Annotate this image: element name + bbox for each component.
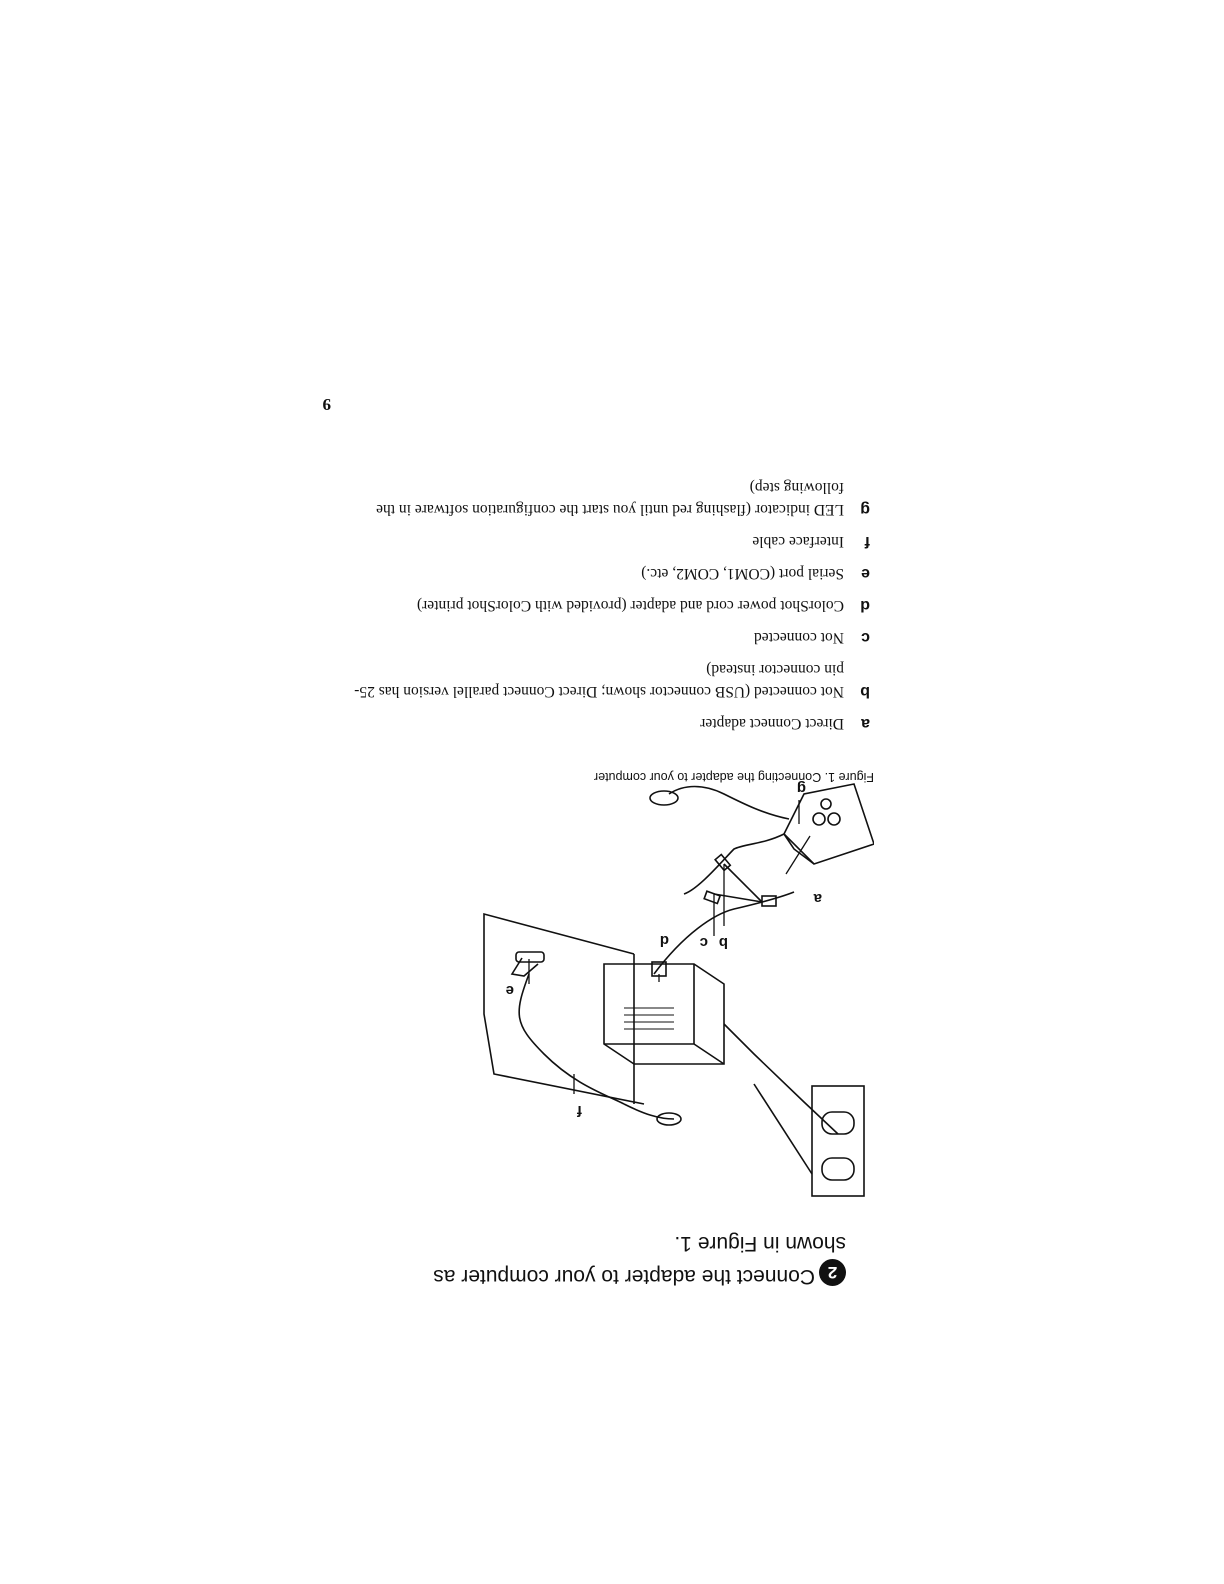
figure-label-d: d xyxy=(659,932,669,949)
legend-text: Direct Connect adapter xyxy=(700,715,844,732)
step-number-badge: 2 xyxy=(819,1259,846,1286)
legend-item xyxy=(354,530,874,552)
legend-text: LED indicator (flashing red until you start the configuration software in the following step) xyxy=(376,479,844,518)
step-instruction xyxy=(376,1228,846,1292)
legend-item xyxy=(354,626,874,648)
step-text-line1: Connect the adapter to your computer as xyxy=(433,1265,815,1288)
figure-label-g: g xyxy=(796,780,806,797)
legend-key: a xyxy=(861,715,870,732)
legend-text: Interface cable xyxy=(752,533,844,550)
legend-key: f xyxy=(864,533,870,550)
figure-legend xyxy=(354,466,874,734)
figure-label-c: c xyxy=(699,934,708,951)
figure-label-e: e xyxy=(505,982,514,999)
figure-label-b: b xyxy=(718,934,728,951)
legend-key: b xyxy=(860,683,870,700)
legend-key: c xyxy=(861,629,870,646)
legend-item xyxy=(354,476,874,520)
figure-caption: Figure 1. Connecting the adapter to your computer xyxy=(593,770,874,784)
page-number: 9 xyxy=(322,395,331,414)
figure-label-a: a xyxy=(813,890,822,907)
legend-item xyxy=(354,594,874,616)
figure-label-f: f xyxy=(577,1102,582,1119)
legend-item xyxy=(354,658,874,702)
legend-key: d xyxy=(860,597,870,614)
power-adapter xyxy=(604,964,724,1064)
legend-item xyxy=(354,712,874,734)
step-text-line2: shown in Figure 1. xyxy=(674,1232,846,1255)
legend-key: e xyxy=(861,565,870,582)
legend-text: ColorShot power cord and adapter (provided with ColorShot printer) xyxy=(416,597,844,614)
legend-item xyxy=(354,562,874,584)
legend-text: Not connected xyxy=(754,629,844,646)
legend-key: g xyxy=(860,501,870,518)
legend-text: Serial port (COM1, COM2, etc.) xyxy=(641,565,844,582)
computer-back xyxy=(484,914,644,1104)
connection-illustration xyxy=(414,774,874,1214)
legend-text: Not connected (USB connector shown; Direct Connect parallel version has 25-pin connector instead) xyxy=(354,661,844,700)
